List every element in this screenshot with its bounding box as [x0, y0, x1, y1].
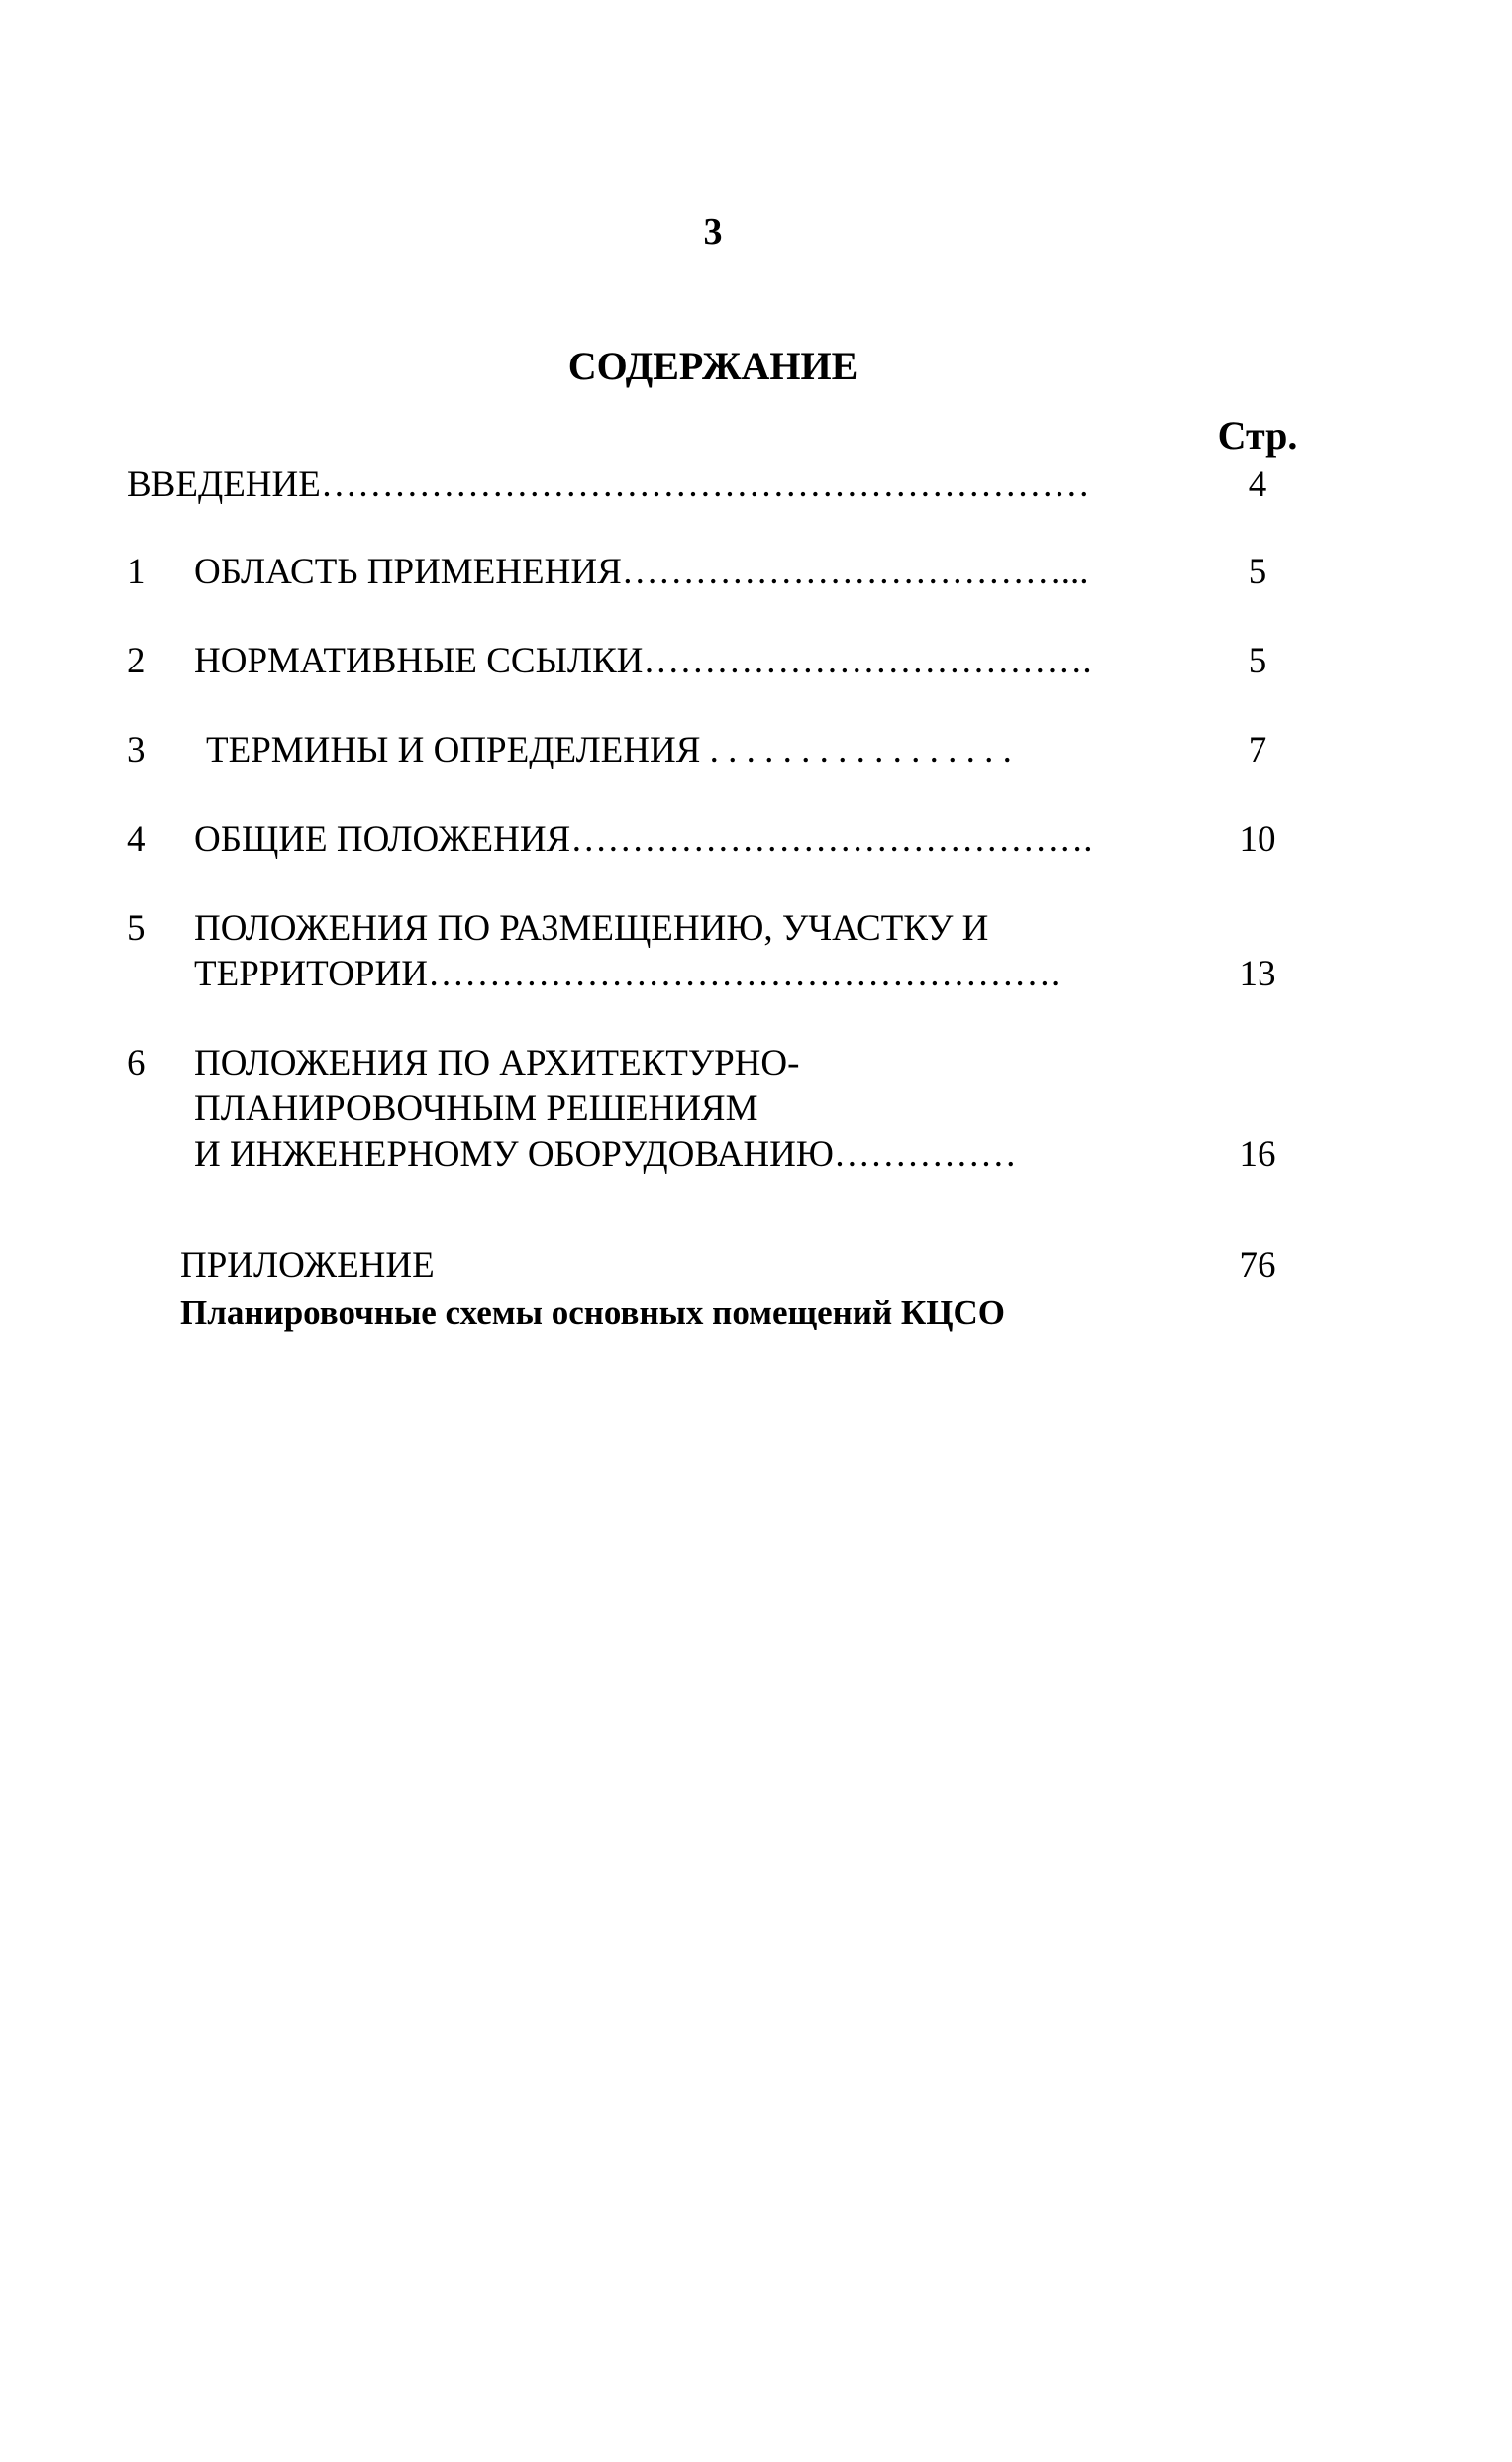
- toc-entry-number: 4: [127, 819, 146, 860]
- toc-entry-6: [127, 1042, 1315, 1180]
- toc-entry-number: 5: [127, 908, 146, 949]
- toc-entry-page: 7: [1248, 730, 1267, 770]
- toc-entry-title: ОБЩИЕ ПОЛОЖЕНИЯ…………………………………….: [194, 819, 1093, 860]
- toc-entry-title: ПРИЛОЖЕНИЕ: [180, 1245, 435, 1285]
- toc-entry-number: 1: [127, 552, 146, 592]
- toc-title: СОДЕРЖАНИЕ: [567, 344, 858, 388]
- toc-entry-title-line: И ИНЖЕНЕРНОМУ ОБОРУДОВАНИЮ……………: [194, 1134, 1017, 1175]
- toc-entry-3: [127, 729, 1315, 778]
- toc-entry-appendix: [180, 1244, 1315, 1293]
- toc-entry-title: ВВЕДЕНИЕ………………………………………………………: [127, 464, 1090, 505]
- toc-entry-page: 10: [1239, 819, 1276, 860]
- toc-entry-page: 16: [1239, 1134, 1276, 1175]
- appendix-subtitle: Планировочные схемы основных помещений КЦСО: [180, 1293, 1005, 1332]
- toc-entry-introduction: [127, 463, 1315, 513]
- toc-entry-number: 2: [127, 641, 146, 681]
- toc-entry-title: НОРМАТИВНЫЕ ССЫЛКИ……………………………….: [194, 641, 1092, 681]
- toc-entry-page: 13: [1239, 954, 1276, 994]
- toc-entry-2: [127, 640, 1315, 689]
- toc-entry-page: 76: [1239, 1245, 1276, 1285]
- toc-entry-page: 5: [1248, 641, 1267, 681]
- toc-entry-4: [127, 818, 1315, 868]
- toc-entry-page: 4: [1248, 464, 1267, 505]
- toc-entry-title: ОБЛАСТЬ ПРИМЕНЕНИЯ………………………………...: [194, 552, 1089, 592]
- toc-entry-page: 5: [1248, 552, 1267, 592]
- toc-entry-title-line: ТЕРРИТОРИИ…………………………………………….: [194, 954, 1060, 994]
- toc-entry-title-line: ПЛАНИРОВОЧНЫМ РЕШЕНИЯМ: [194, 1088, 758, 1129]
- toc-entry-1: [127, 551, 1315, 600]
- toc-entry-5: [127, 907, 1315, 1002]
- toc-entry-number: 6: [127, 1043, 146, 1083]
- toc-entry-title: ТЕРМИНЫ И ОПРЕДЕЛЕНИЯ . . . . . . . . . . . . . . . . .: [206, 730, 1012, 770]
- toc-entry-title-line: ПОЛОЖЕНИЯ ПО РАЗМЕЩЕНИЮ, УЧАСТКУ И: [194, 908, 989, 949]
- toc-entry-title-line: ПОЛОЖЕНИЯ ПО АРХИТЕКТУРНО-: [194, 1043, 800, 1083]
- toc-entry-number: 3: [127, 730, 146, 770]
- page-number: 3: [703, 211, 723, 253]
- page-column-header: Стр.: [1217, 413, 1298, 458]
